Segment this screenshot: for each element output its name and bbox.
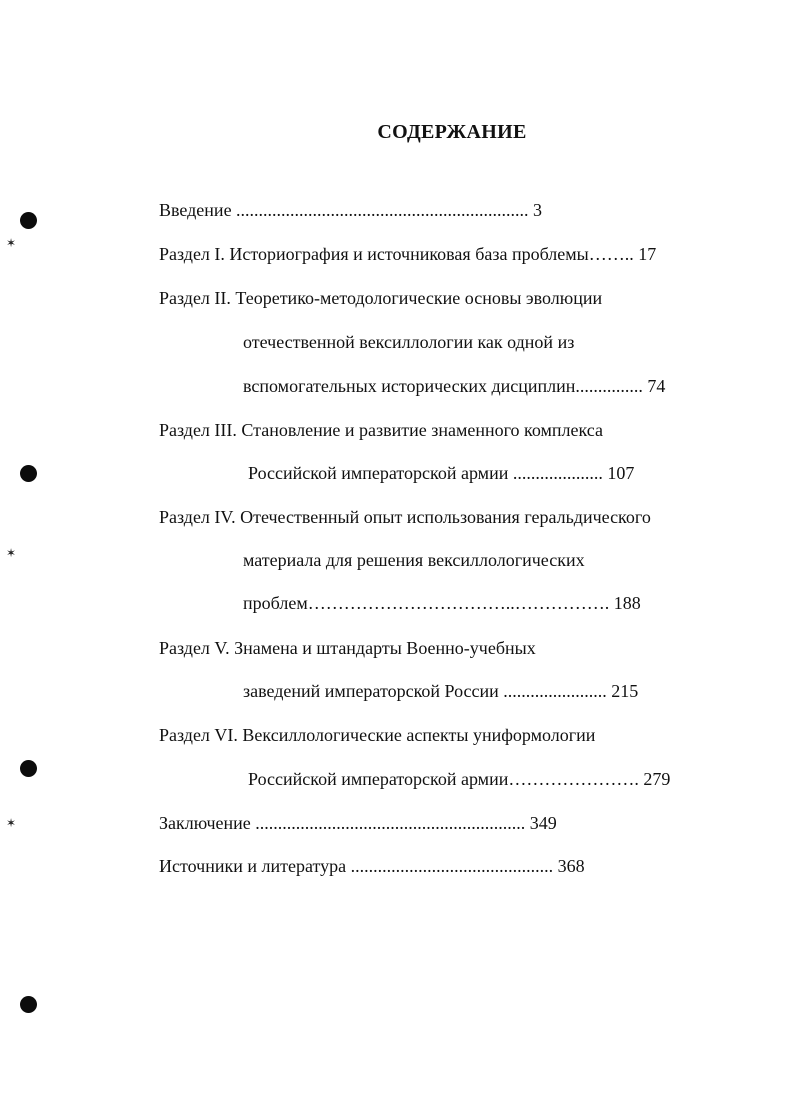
toc-entry-section-2: Раздел II. Теоретико-методологические основы эволюции <box>159 288 603 308</box>
toc-entry-section-5: Раздел V. Знамена и штандарты Военно-учебных <box>159 638 536 658</box>
toc-entry-section-5-line-2: заведений императорской России ....................... 215 <box>243 681 639 701</box>
toc-entry-section-3: Раздел III. Становление и развитие знаменного комплекса <box>159 420 604 440</box>
toc-entry-section-4-line-3: проблем……………………………..……………. 188 <box>243 593 641 613</box>
toc-entry-section-4: Раздел IV. Отечественный опыт использования геральдического <box>159 507 651 527</box>
punch-hole <box>20 465 37 482</box>
toc-entry-section-6: Раздел VI. Вексиллологические аспекты униформологии <box>159 725 596 745</box>
toc-entry-section-1: Раздел I. Историография и источниковая база проблемы…….. 17 <box>159 244 657 264</box>
toc-entry-section-4-line-2: материала для решения вексиллологических <box>243 550 585 570</box>
page-title: СОДЕРЖАНИЕ <box>377 121 527 143</box>
punch-hole <box>20 212 37 229</box>
toc-entry-conclusion: Заключение ............................................................ 349 <box>159 813 557 833</box>
scan-speck: ✶ <box>6 236 17 250</box>
toc-entry-section-6-line-2: Российской императорской армии…………………. 279 <box>248 769 671 789</box>
toc-entry-section-3-line-2: Российской императорской армии .................... 107 <box>248 463 635 483</box>
punch-hole <box>20 760 37 777</box>
scan-speck: ✶ <box>6 816 17 830</box>
toc-entry-sources: Источники и литература ............................................. 368 <box>159 856 585 876</box>
scan-speck: ✶ <box>6 546 17 560</box>
toc-entry-section-2-line-2: отечественной вексиллологии как одной из <box>243 332 575 352</box>
punch-hole <box>20 996 37 1013</box>
toc-entry-introduction: Введение ................................................................. 3 <box>159 200 543 220</box>
toc-entry-section-2-line-3: вспомогательных исторических дисциплин............... 74 <box>243 376 666 396</box>
